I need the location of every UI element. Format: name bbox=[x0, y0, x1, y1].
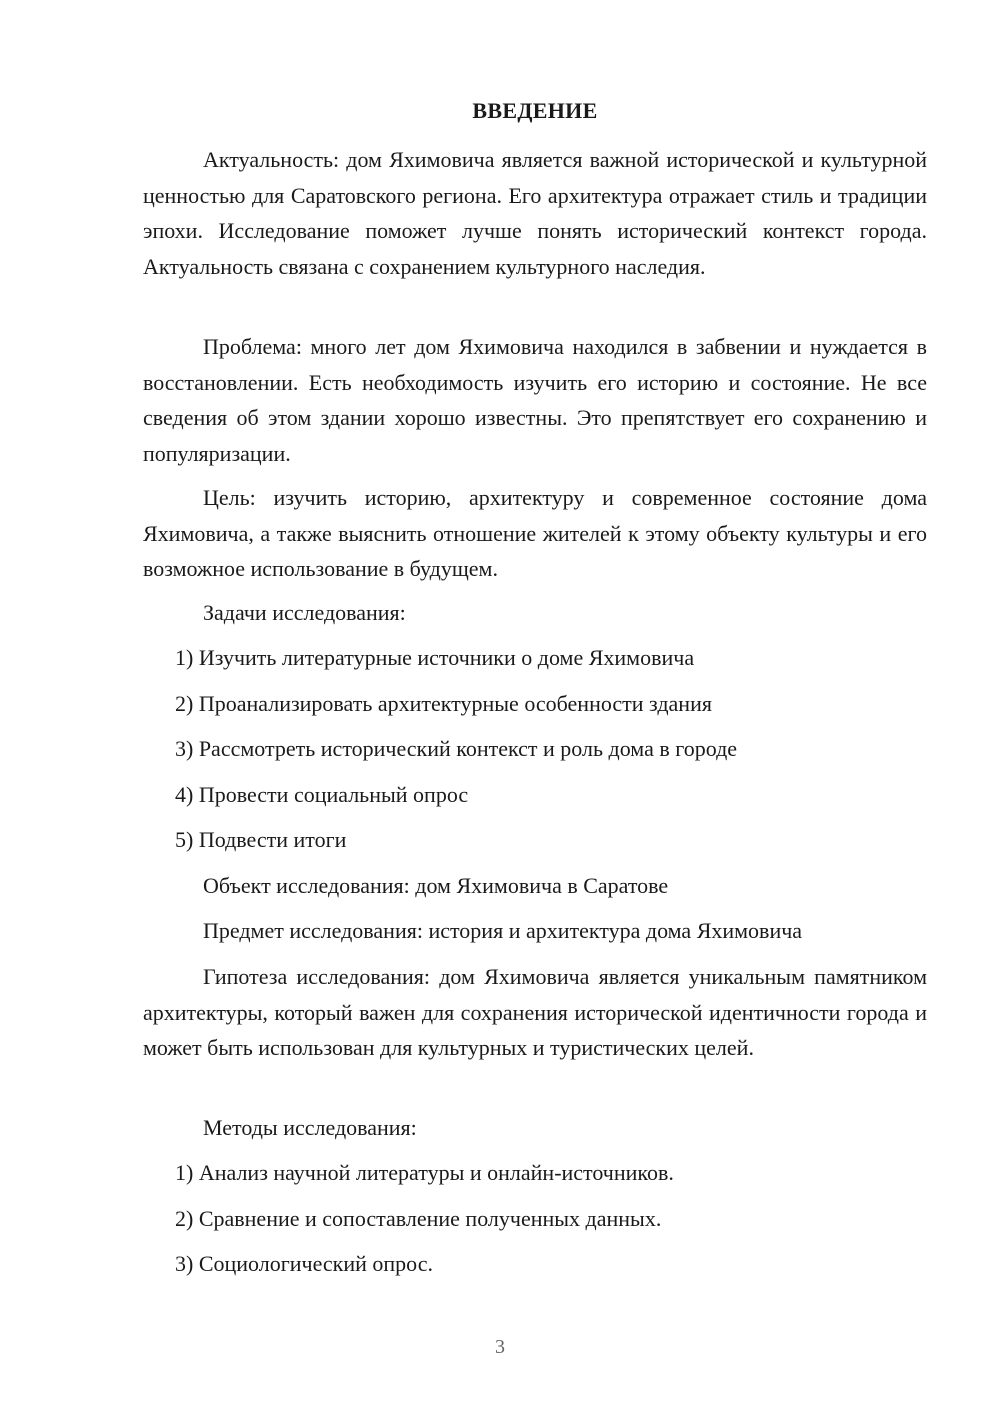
task-item: 1) Изучить литературные источники о доме Яхимовича bbox=[175, 645, 695, 670]
relevance-paragraph: Актуальность: дом Яхимовича является важной исторической и культурной ценностью для Саратовского региона. Его архитектура отражает стиль и традиции эпохи. Исследование поможет лучше понять исторический контекст города. Актуальность связана с сохранением культурного наследия. bbox=[143, 147, 927, 279]
page-number: 3 bbox=[495, 1336, 505, 1358]
task-item: 2) Проанализировать архитектурные особенности здания bbox=[175, 691, 712, 716]
task-item: 3) Рассмотреть исторический контекст и роль дома в городе bbox=[175, 736, 738, 761]
goal-paragraph: Цель: изучить историю, архитектуру и современное состояние дома Яхимовича, а также выяснить отношение жителей к этому объекту культуры и его возможное использование в будущем. bbox=[143, 485, 927, 581]
methods-heading: Методы исследования: bbox=[203, 1115, 417, 1140]
task-item: 5) Подвести итоги bbox=[175, 827, 347, 852]
problem-paragraph: Проблема: много лет дом Яхимовича находился в забвении и нуждается в восстановлении. Есть необходимость изучить его историю и состояние. Не все сведения об этом здании хорошо известны. Это препятствует его сохранению и популяризации. bbox=[143, 334, 927, 466]
tasks-heading: Задачи исследования: bbox=[203, 600, 406, 625]
research-subject: Предмет исследования: история и архитектура дома Яхимовича bbox=[203, 918, 803, 943]
task-item: 4) Провести социальный опрос bbox=[175, 782, 469, 807]
section-title: ВВЕДЕНИЕ bbox=[472, 98, 598, 123]
method-item: 3) Социологический опрос. bbox=[175, 1251, 433, 1276]
research-object: Объект исследования: дом Яхимовича в Саратове bbox=[203, 873, 669, 898]
method-item: 2) Сравнение и сопоставление полученных данных. bbox=[175, 1206, 662, 1231]
hypothesis-paragraph: Гипотеза исследования: дом Яхимовича является уникальным памятником архитектуры, который важен для сохранения исторической идентичности города и может быть использован для культурных и туристических целей. bbox=[143, 964, 927, 1060]
method-item: 1) Анализ научной литературы и онлайн-источников. bbox=[175, 1160, 674, 1185]
